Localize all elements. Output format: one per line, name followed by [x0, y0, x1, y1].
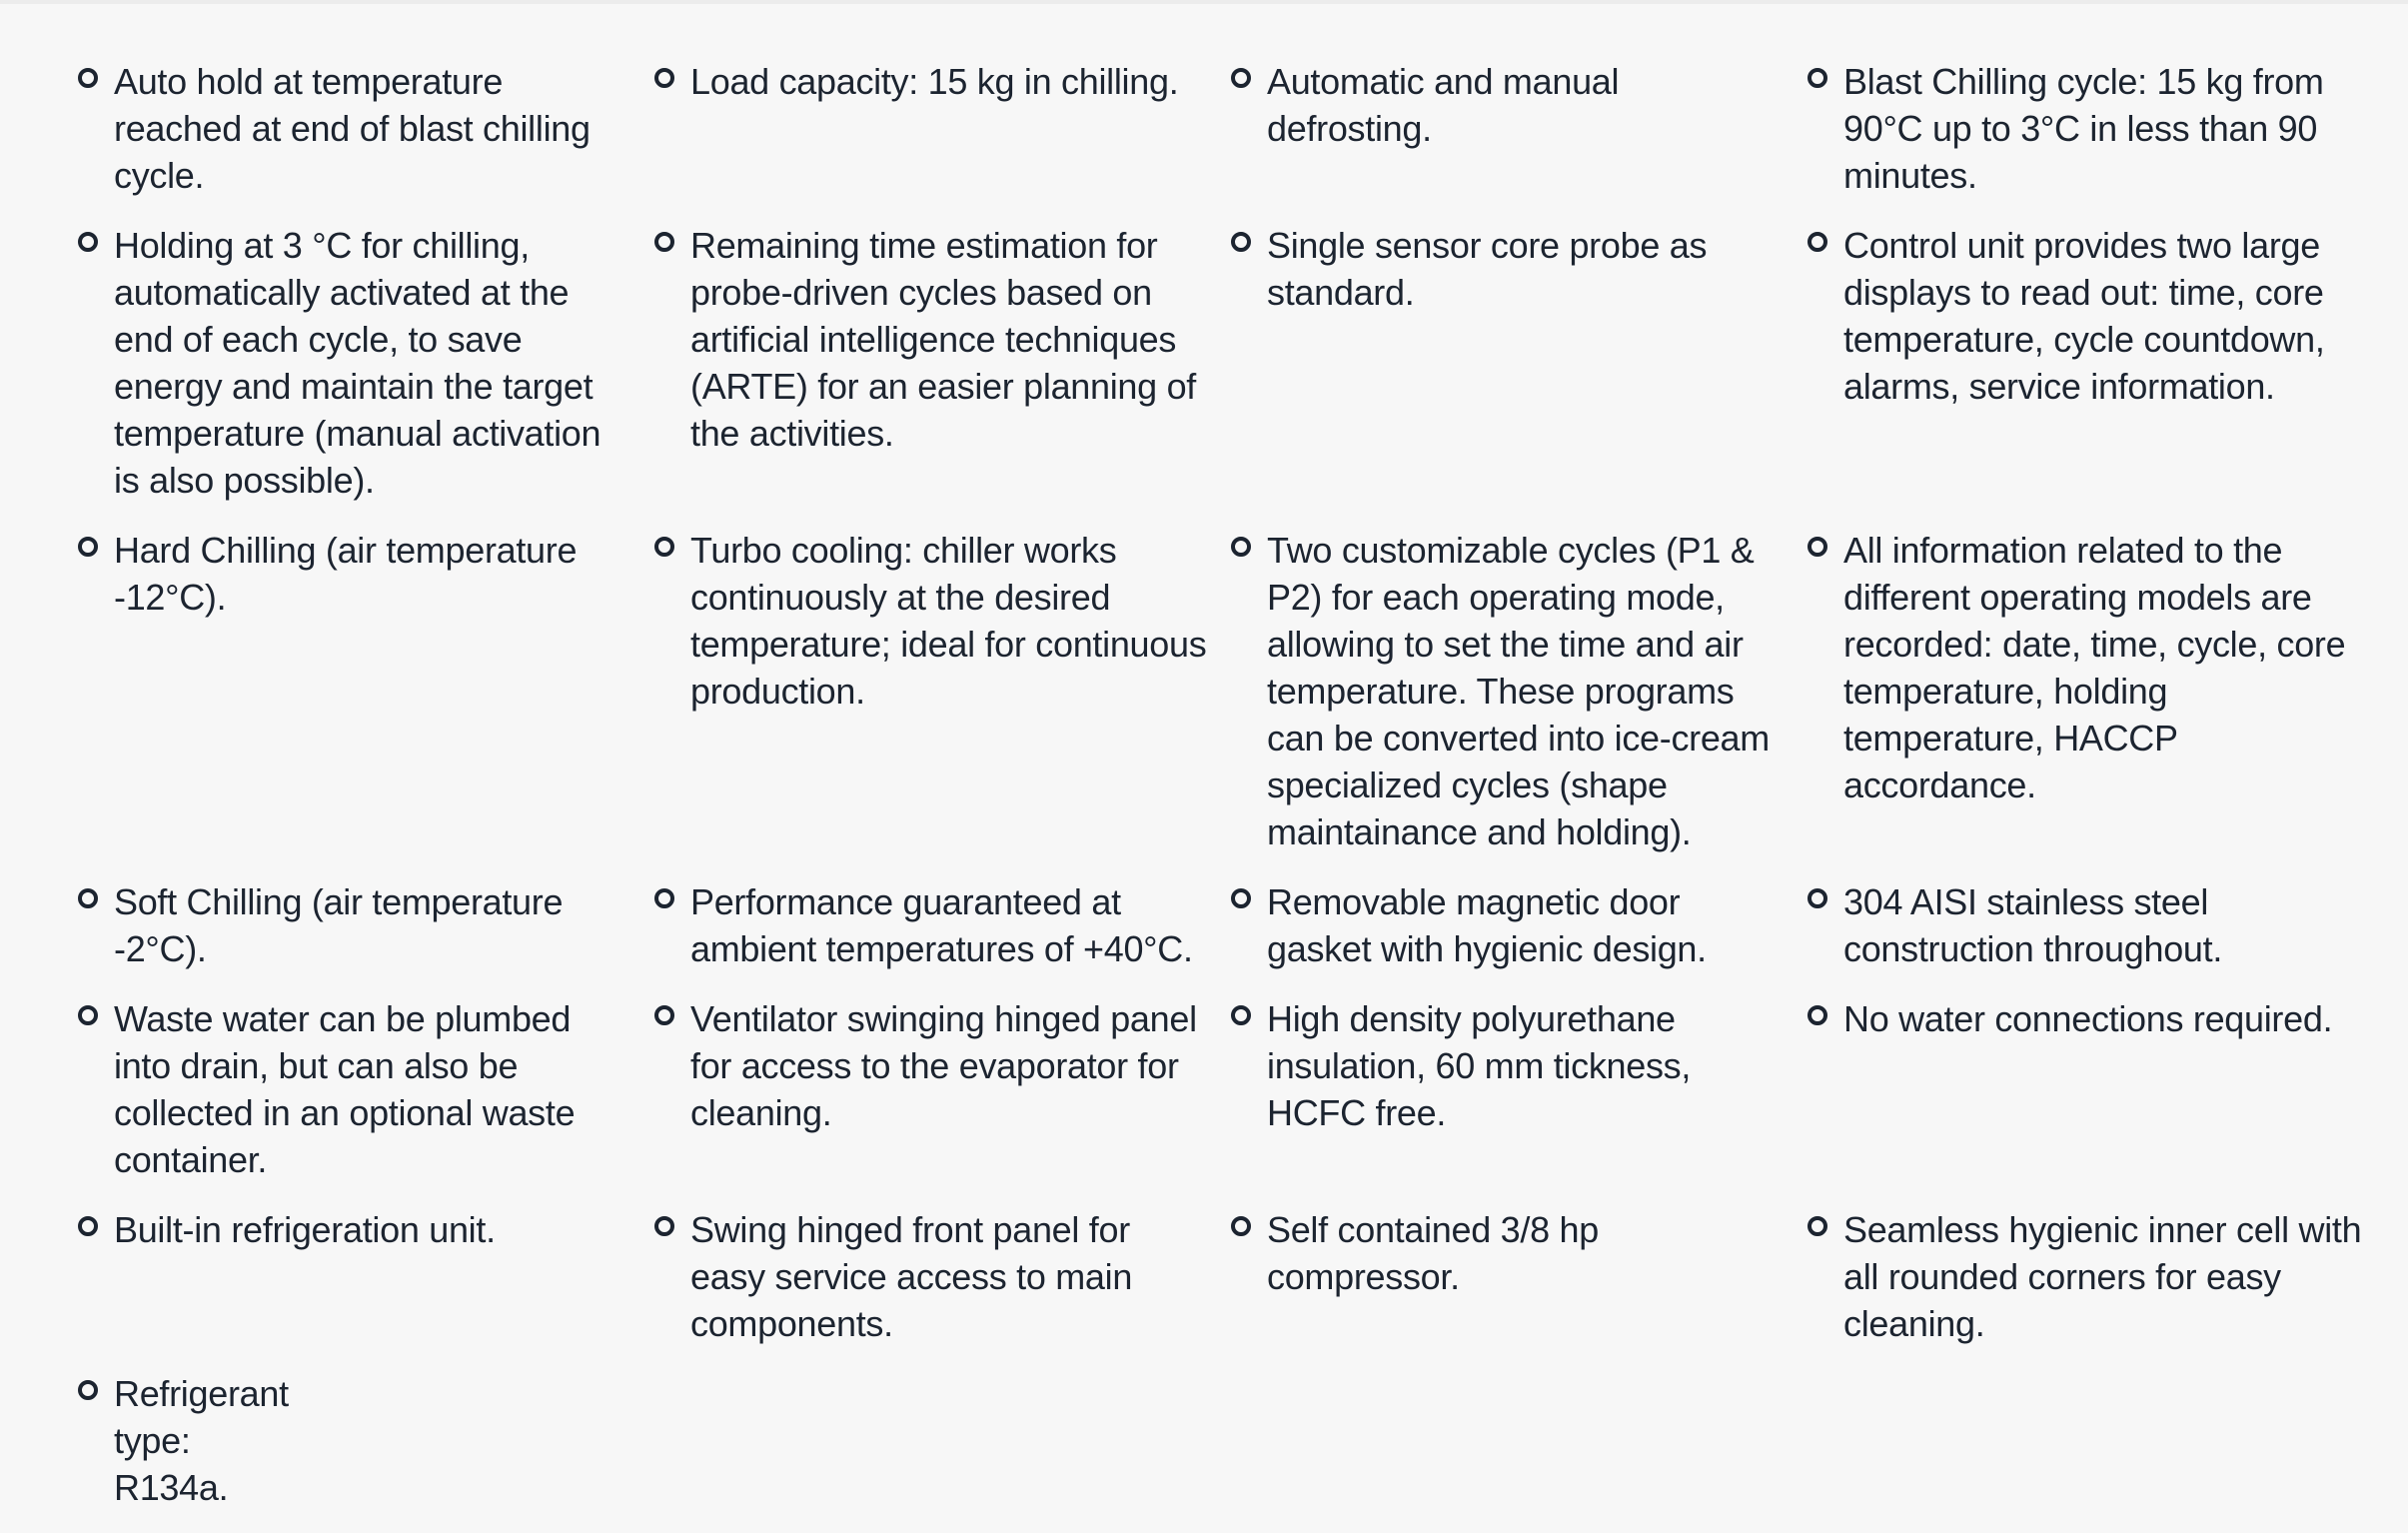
feature-text: No water connections required.	[1843, 998, 2333, 1039]
bullet-circle-icon	[1807, 68, 1827, 88]
feature-text: Performance guaranteed at ambient temperatures of +40°C.	[690, 881, 1193, 969]
bullet-circle-icon	[1807, 232, 1827, 252]
bullet-circle-icon	[654, 537, 674, 557]
feature-text: Load capacity: 15 kg in chilling.	[690, 61, 1179, 102]
feature-text: Holding at 3 °C for chilling, automatically activated at the end of each cycle, to save energy and maintain the target temperature (manual activation is also possible).	[114, 225, 602, 501]
top-divider	[0, 0, 2408, 4]
feature-text: Waste water can be plumbed into drain, but can also be collected in an optional waste container.	[114, 998, 576, 1180]
feature-item	[1231, 878, 1807, 972]
bullet-circle-icon	[654, 1005, 674, 1025]
bullet-circle-icon	[1231, 68, 1251, 88]
bullet-circle-icon	[654, 888, 674, 908]
feature-item	[78, 222, 654, 504]
feature-item	[78, 527, 654, 855]
bullet-circle-icon	[1807, 1005, 1827, 1025]
bullet-circle-icon	[1807, 537, 1827, 557]
feature-item	[78, 878, 654, 972]
feature-text: All information related to the different operating models are recorded: date, time, cycle, core temperature, holding temperature, HACCP accordance.	[1843, 530, 2346, 805]
feature-text: Two customizable cycles (P1 & P2) for each operating mode, allowing to set the time and air temperature. These programs can be converted into ice-cream specialized cycles (shape maintainance and holding).	[1267, 530, 1770, 852]
bullet-circle-icon	[1231, 232, 1251, 252]
feature-text: 304 AISI stainless steel construction throughout.	[1843, 881, 2223, 969]
bullet-circle-icon	[654, 232, 674, 252]
feature-item	[1231, 527, 1807, 855]
feature-text: Self contained 3/8 hp compressor.	[1267, 1209, 1599, 1297]
bullet-circle-icon	[78, 68, 98, 88]
feature-item	[654, 878, 1231, 972]
feature-item	[1807, 995, 2386, 1183]
feature-item	[1231, 58, 1807, 199]
bullet-circle-icon	[78, 888, 98, 908]
feature-text: Automatic and manual defrosting.	[1267, 61, 1620, 149]
feature-text: High density polyurethane insulation, 60 mm tickness, HCFC free.	[1267, 998, 1692, 1133]
feature-item	[1807, 878, 2386, 972]
feature-item	[654, 1206, 1231, 1347]
bullet-circle-icon	[1231, 888, 1251, 908]
feature-text: Removable magnetic door gasket with hygienic design.	[1267, 881, 1707, 969]
feature-text: Remaining time estimation for probe-driven cycles based on artificial intelligence techniques (ARTE) for an easier planning of the activities.	[690, 225, 1197, 454]
feature-item	[78, 58, 654, 199]
feature-list	[78, 58, 2386, 1511]
feature-item	[78, 1370, 654, 1511]
feature-text: Seamless hygienic inner cell with all rounded corners for easy cleaning.	[1843, 1209, 2362, 1344]
feature-item	[1807, 58, 2386, 199]
feature-item	[1231, 995, 1807, 1183]
feature-item	[654, 222, 1231, 504]
feature-item	[654, 527, 1231, 855]
bullet-circle-icon	[1231, 1005, 1251, 1025]
feature-text: Refrigerant type: R134a.	[114, 1373, 289, 1508]
feature-item	[78, 1206, 654, 1347]
feature-text: Blast Chilling cycle: 15 kg from 90°C up to 3°C in less than 90 minutes.	[1843, 61, 2324, 196]
feature-item	[1231, 1206, 1807, 1347]
bullet-circle-icon	[1807, 1216, 1827, 1236]
feature-text: Ventilator swinging hinged panel for access to the evaporator for cleaning.	[690, 998, 1197, 1133]
feature-text: Soft Chilling (air temperature -2°C).	[114, 881, 564, 969]
feature-text: Swing hinged front panel for easy service access to main components.	[690, 1209, 1133, 1344]
bullet-circle-icon	[654, 68, 674, 88]
feature-text: Single sensor core probe as standard.	[1267, 225, 1708, 313]
feature-item	[1807, 1206, 2386, 1347]
bullet-circle-icon	[78, 1216, 98, 1236]
feature-item	[1231, 222, 1807, 504]
feature-item	[654, 58, 1231, 199]
bullet-circle-icon	[1231, 1216, 1251, 1236]
feature-item	[1807, 222, 2386, 504]
bullet-circle-icon	[78, 1380, 98, 1400]
bullet-circle-icon	[654, 1216, 674, 1236]
bullet-circle-icon	[1231, 537, 1251, 557]
feature-item	[1807, 527, 2386, 855]
bullet-circle-icon	[78, 537, 98, 557]
bullet-circle-icon	[78, 1005, 98, 1025]
bullet-circle-icon	[1807, 888, 1827, 908]
feature-item	[654, 995, 1231, 1183]
feature-text: Control unit provides two large displays to read out: time, core temperature, cycle countdown, alarms, service information.	[1843, 225, 2325, 407]
bullet-circle-icon	[78, 232, 98, 252]
feature-item	[78, 995, 654, 1183]
feature-text: Turbo cooling: chiller works continuously at the desired temperature; ideal for continuous production.	[690, 530, 1207, 712]
feature-text: Hard Chilling (air temperature -12°C).	[114, 530, 578, 618]
feature-text: Built-in refrigeration unit.	[114, 1209, 496, 1250]
feature-text: Auto hold at temperature reached at end of blast chilling cycle.	[114, 61, 591, 196]
